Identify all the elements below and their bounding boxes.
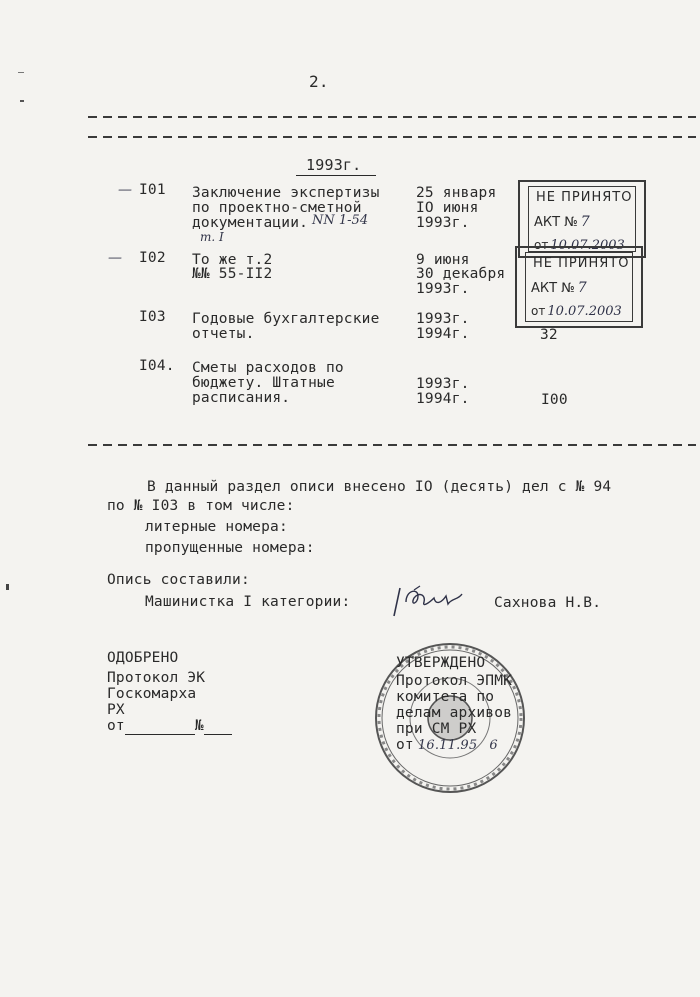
approved-line: Протокол ЭК	[107, 670, 206, 686]
approved-line: ОДОБРЕНО	[107, 650, 179, 666]
stamp-act-number: 7	[577, 280, 587, 296]
approved-date-blank	[125, 718, 195, 735]
row-number: I03	[139, 309, 166, 325]
summary-line: пропущенные номера:	[145, 540, 315, 556]
confirmed-line: комитета по	[396, 689, 495, 705]
confirmed-number: 6	[489, 738, 498, 753]
summary-line: по № I03 в том числе:	[107, 498, 295, 514]
year-heading: 1993г.	[306, 156, 362, 174]
summary-line: В данный раздел описи внесено IO (десять) дел с № 94	[147, 479, 612, 495]
approved-line: РХ	[107, 702, 125, 718]
stamp-date: 10.07.2003	[547, 304, 622, 319]
stamp-date-label	[531, 304, 622, 319]
stamp-act-label	[531, 280, 587, 296]
row-date: 1993г.	[416, 281, 470, 297]
row-title: бюджету. Штатные	[192, 375, 335, 391]
row-number: I01	[139, 182, 166, 198]
approved-date-line	[107, 718, 232, 735]
row-date: 1993г.	[416, 376, 470, 392]
row-date: 30 декабря	[416, 266, 506, 282]
confirmed-line: Протокол ЭПМК	[396, 673, 513, 689]
signature	[384, 580, 484, 620]
margin-mark	[18, 72, 24, 73]
row-title: расписания.	[192, 390, 291, 406]
stamp-act-number: 7	[580, 214, 590, 230]
separator-top-1	[88, 116, 696, 118]
margin-mark	[20, 100, 24, 102]
row-title: Годовые бухгалтерские	[192, 311, 380, 327]
stamp-date-prefix: от	[534, 238, 549, 252]
stamp-title: НЕ ПРИНЯТО	[536, 190, 633, 205]
confirmed-date-line	[396, 737, 498, 754]
confirmed-date: 16.11.95	[417, 738, 478, 753]
stamp-act-prefix: АКТ №	[534, 215, 578, 230]
page-number: 2.	[309, 72, 329, 91]
handwritten-range: NN 1-54	[312, 213, 369, 228]
compiled-label: Опись составили:	[107, 572, 250, 588]
approved-line: Госкомархa	[107, 686, 197, 702]
margin-dash: —	[108, 250, 122, 266]
row-title: №№ 55-II2	[192, 266, 273, 282]
row-date: 9 июня	[416, 252, 470, 268]
row-date: 1994г.	[416, 326, 470, 342]
row-date: 1994г.	[416, 391, 470, 407]
row-date: 25 января	[416, 185, 497, 201]
stamp-date-prefix: от	[531, 304, 546, 318]
row-count: 32	[540, 327, 558, 343]
row-date: 1993г.	[416, 311, 470, 327]
row-title: Сметы расходов по	[192, 360, 344, 376]
summary-line: литерные номера:	[145, 519, 288, 535]
row-count: I00	[541, 392, 568, 408]
handwritten-volume: т. I	[200, 230, 224, 244]
compiled-name: Сахнова Н.В.	[494, 595, 602, 611]
stamp-date: 10.07.2003	[550, 238, 625, 253]
row-title: по проектно-сметной	[192, 200, 362, 216]
approved-date-prefix: от	[107, 718, 125, 734]
row-number: I04.	[139, 358, 175, 374]
margin-dash: —	[118, 182, 132, 198]
separator-bottom	[88, 444, 696, 446]
confirmed-line: УТВЕРЖДЕНО	[396, 655, 486, 671]
stamp-act-label	[534, 214, 590, 230]
approved-number-blank	[204, 718, 232, 735]
row-date: 1993г.	[416, 215, 470, 231]
row-title: Заключение экспертизы	[192, 185, 380, 201]
row-date: IO июня	[416, 200, 479, 216]
row-number: I02	[139, 250, 166, 266]
confirmed-date-prefix: от	[396, 737, 414, 753]
row-title: отчеты.	[192, 326, 255, 342]
separator-top-2	[88, 136, 696, 138]
approved-number-sign: №	[194, 718, 204, 734]
margin-mark	[6, 584, 9, 590]
row-title: То же т.2	[192, 252, 273, 268]
not-accepted-stamp	[515, 246, 643, 328]
confirmed-line: при СМ РХ	[396, 721, 477, 737]
row-title: документации.	[192, 215, 309, 231]
stamp-act-prefix: АКТ №	[531, 281, 575, 296]
confirmed-line: делам архивов	[396, 705, 513, 721]
stamp-title: НЕ ПРИНЯТО	[533, 256, 630, 271]
compiled-role: Машинистка I категории:	[145, 594, 351, 610]
year-heading-underline	[296, 175, 376, 176]
